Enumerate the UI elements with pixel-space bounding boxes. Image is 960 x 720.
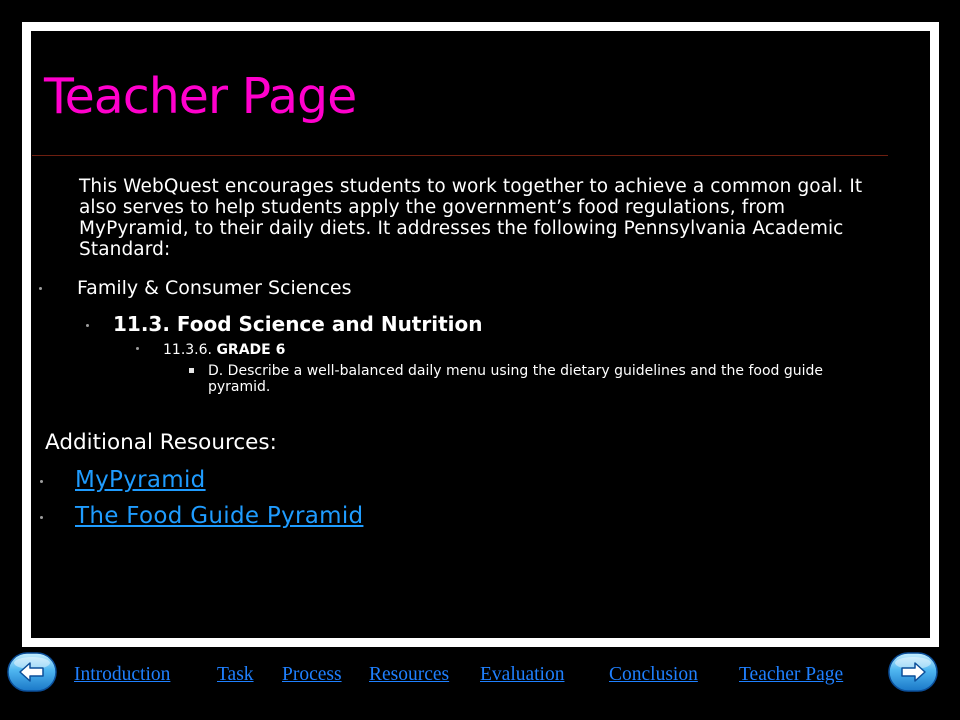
bullet-square-icon bbox=[189, 368, 194, 373]
bullet-dot-icon bbox=[40, 516, 43, 519]
previous-slide-button[interactable] bbox=[7, 652, 57, 692]
intro-paragraph: This WebQuest encourages students to work together to achieve a common goal. It also serves to help students apply the government’s food regulations, from MyPyramid, to their daily diets. It addresses the following Pennsylvania Academic Standard: bbox=[79, 176, 863, 260]
left-arrow-icon bbox=[7, 652, 57, 692]
food-guide-pyramid-link[interactable]: The Food Guide Pyramid bbox=[75, 503, 364, 529]
bullet-dot-icon bbox=[136, 347, 139, 350]
bullet-dot-icon bbox=[86, 324, 89, 327]
navigation-bar bbox=[72, 664, 882, 690]
standard-section-label: 11.3. Food Science and Nutrition bbox=[113, 312, 483, 336]
standard-area-label: Family & Consumer Sciences bbox=[77, 277, 352, 299]
standard-subsection-code: 11.3.6. bbox=[163, 342, 212, 358]
standard-objective-text: D. Describe a well-balanced daily menu using the dietary guidelines and the food guide pyramid. bbox=[208, 363, 824, 395]
page-title: Teacher Page bbox=[44, 68, 357, 125]
additional-resources-heading: Additional Resources: bbox=[45, 430, 277, 455]
standard-section-item bbox=[86, 312, 482, 336]
nav-link-resources[interactable]: Resources bbox=[369, 664, 450, 685]
nav-link-evaluation[interactable]: Evaluation bbox=[480, 664, 565, 685]
nav-link-teacher-page[interactable]: Teacher Page bbox=[739, 664, 844, 685]
standard-area-item bbox=[39, 277, 352, 299]
standard-subsection-item bbox=[136, 342, 285, 358]
nav-link-process[interactable]: Process bbox=[282, 664, 342, 685]
title-divider bbox=[32, 155, 888, 156]
resource-list-item bbox=[40, 503, 363, 529]
right-arrow-icon bbox=[888, 652, 938, 692]
nav-link-introduction[interactable]: Introduction bbox=[74, 664, 171, 685]
mypyramid-link[interactable]: MyPyramid bbox=[75, 467, 206, 493]
standard-subsection-grade: GRADE 6 bbox=[216, 342, 286, 358]
next-slide-button[interactable] bbox=[888, 652, 938, 692]
nav-link-conclusion[interactable]: Conclusion bbox=[609, 664, 698, 685]
bullet-dot-icon bbox=[40, 480, 43, 483]
nav-link-task[interactable]: Task bbox=[217, 664, 254, 685]
bullet-dot-icon bbox=[39, 287, 42, 290]
standard-objective-item bbox=[189, 363, 869, 395]
resource-list-item bbox=[40, 467, 206, 493]
